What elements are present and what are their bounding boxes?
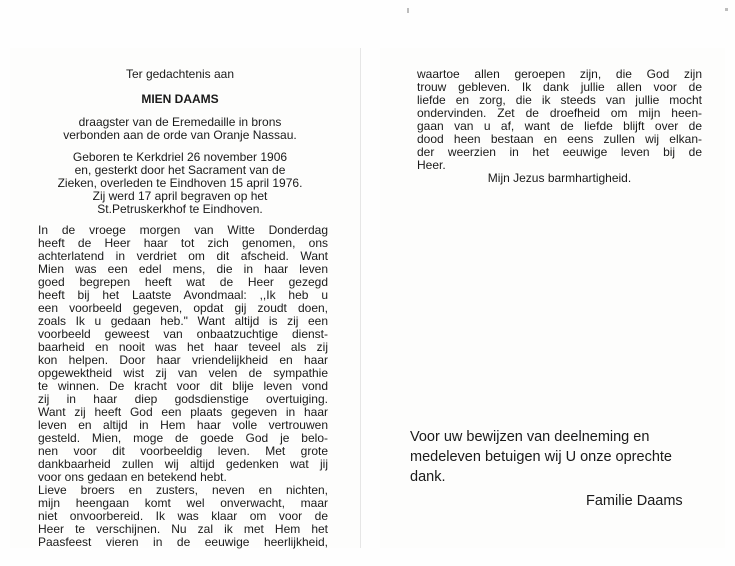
tribute-line: kon helpen. Door haar vriendelijkheid en haar [38,353,328,367]
tribute-line: voorbeeld geweest van onbaatzuchtige dienst- [38,327,328,341]
life-line: Geboren te Kerkdriel 26 november 1906 [72,150,288,164]
continuation-line: trouw gebleven. Ik dank jullie allen voor de [417,80,702,94]
continuation-line: ondervinden. Zet de droefheid om mijn heen- [417,106,702,120]
tribute-line: Mien was een edel mens, die in haar leven [38,262,328,276]
scan-speck [725,8,728,11]
left-panel [10,48,361,548]
honour-line: draagster van de Eremedaille in brons [78,115,282,129]
thanks-line: medeleven betuigen wij U onze oprechte [410,449,672,465]
prayer-line: Mijn Jezus barmhartigheid. [487,171,632,185]
continuation-line: liefde en zorg, die ik steeds van jullie mocht [417,93,702,107]
tribute-line: te winnen. De kracht voor dit blije leven vond [38,379,328,393]
tribute-line: heeft de Heer haar tot zich genomen, ons [38,236,328,250]
life-line: St.Petruskerkhof te Eindhoven. [97,202,263,216]
tribute-line: Want zij heeft God een plaats gegeven in haar [38,405,328,419]
tribute-line: opgewektheid wist zij van velen de sympathie [38,366,328,380]
life-line: en, gesterkt door het Sacrament van de [74,163,286,177]
continuation-line: Heer. [417,158,446,172]
tribute-line: baarheid en nooit was het haar teveel als zij [38,340,328,354]
tribute-line: dankbaarheid zullen wij altijd gedenken wat jij [38,457,328,471]
tribute-line: Lieve broers en zusters, neven en nichten, [38,483,328,497]
tribute-line: niet onvoorbereid. Ik was klaar om voor de [38,509,328,523]
tribute-line: In de vroege morgen van Witte Donderdag [38,223,328,237]
tribute-line: zoals Ik u gedaan heb." Want altijd is zij een [38,314,328,328]
tribute-line: een voorbeeld gegeven, opdat gij zoudt doen, [38,301,328,315]
life-line: Zieken, overleden te Eindhoven 15 april 1976. [57,176,303,190]
tribute-line: nen voor dit voorbeeldig leven. Met grote [38,444,328,458]
tribute-line: heeft bij het Laatste Avondmaal: ,,Ik heb u [38,288,328,302]
tribute-line: achterlatend in verdriet om dit afscheid. Want [38,249,328,263]
continuation-line: dood heen bestaan en eens zullen wij elkan- [417,132,702,146]
continuation-line: gaan van u af, want de liefde blijft over de [417,119,702,133]
tribute-line: mijn heengaan komt wel onverwacht, maar [38,496,328,510]
tribute-line: leven en altijd in Hem haar volle vertrouwen [38,418,328,432]
family-signature: Familie Daams [586,493,683,509]
continuation-line: der weerzien in het eeuwige leven bij de [417,145,702,159]
thanks-line: dank. [410,469,446,485]
tribute-line: gesteld. Mien, moge de goede God je belo- [38,431,328,445]
right-panel [380,48,725,548]
tribute-line: voor ons gedaan en betekend hebt. [38,470,227,484]
tribute-line: Paasfeest vieren in de eeuwige heerlijkheid, [38,535,328,549]
tribute-line: goed begrepen heeft wat de Heer gezegd [38,275,328,289]
in-memory-heading: Ter gedachtenis aan [125,67,235,81]
life-line: Zij werd 17 april begraven op het [92,189,268,203]
scan-speck [407,8,409,13]
deceased-name: MIEN DAAMS [141,92,219,106]
honour-line: verbonden aan de orde van Oranje Nassau. [63,128,297,142]
tribute-line: Heer te verschijnen. Nu zal ik met Hem het [38,522,328,536]
thanks-line: Voor uw bewijzen van deelneming en [410,429,650,445]
continuation-line: waartoe allen geroepen zijn, die God zijn [417,67,702,81]
tribute-line: zij in haar diep godsdienstige overtuiging. [38,392,328,406]
